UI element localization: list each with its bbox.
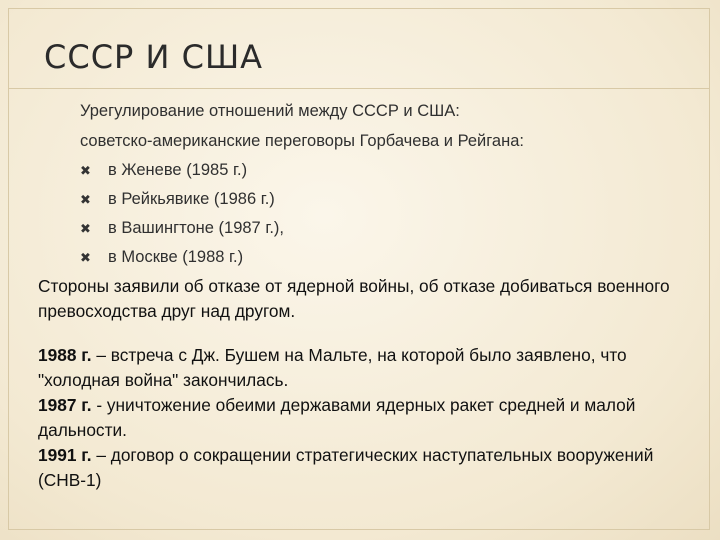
list-item-text: в Женеве (1985 г.): [108, 161, 248, 179]
slide-title: СССР И США: [44, 38, 264, 76]
x-mark-icon: ✖: [80, 192, 91, 207]
list-item: [80, 156, 690, 185]
title-divider: [8, 88, 710, 89]
event-year: 1991 г.: [38, 445, 92, 465]
x-mark-icon: ✖: [80, 250, 91, 265]
list-item-text: в Рейкьявике (1986 г.): [108, 190, 275, 208]
list-item: [80, 214, 690, 243]
intro-line-1: Урегулирование отношений между СССР и США:: [80, 102, 460, 120]
event-year: 1988 г.: [38, 345, 92, 365]
list-item: [80, 185, 690, 214]
event-text: – встреча с Дж. Бушем на Мальте, на которой было заявлено, что "холодная война" закончилась.: [38, 345, 627, 390]
statement-paragraph: Стороны заявили об отказе от ядерной войны, об отказе добиваться военного превосходства друг над другом.: [38, 276, 670, 321]
intro-block: [80, 96, 690, 272]
x-mark-icon: ✖: [80, 221, 91, 236]
event-entry: [38, 343, 698, 393]
x-mark-icon: ✖: [80, 163, 91, 178]
list-item-text: в Москве (1988 г.): [108, 248, 244, 266]
event-year: 1987 г.: [38, 395, 92, 415]
list-item: [80, 243, 690, 272]
events-block: [38, 343, 698, 493]
intro-line-2: советско-американские переговоры Горбачева и Рейгана:: [80, 132, 524, 150]
event-text: - уничтожение обеими державами ядерных ракет средней и малой дальности.: [38, 395, 636, 440]
event-entry: [38, 443, 698, 493]
event-entry: [38, 393, 698, 443]
event-text: – договор о сокращении стратегических наступательных вооружений (СНВ-1): [38, 445, 654, 490]
negotiations-list: [80, 156, 690, 272]
list-item-text: в Вашингтоне (1987 г.),: [108, 219, 284, 237]
